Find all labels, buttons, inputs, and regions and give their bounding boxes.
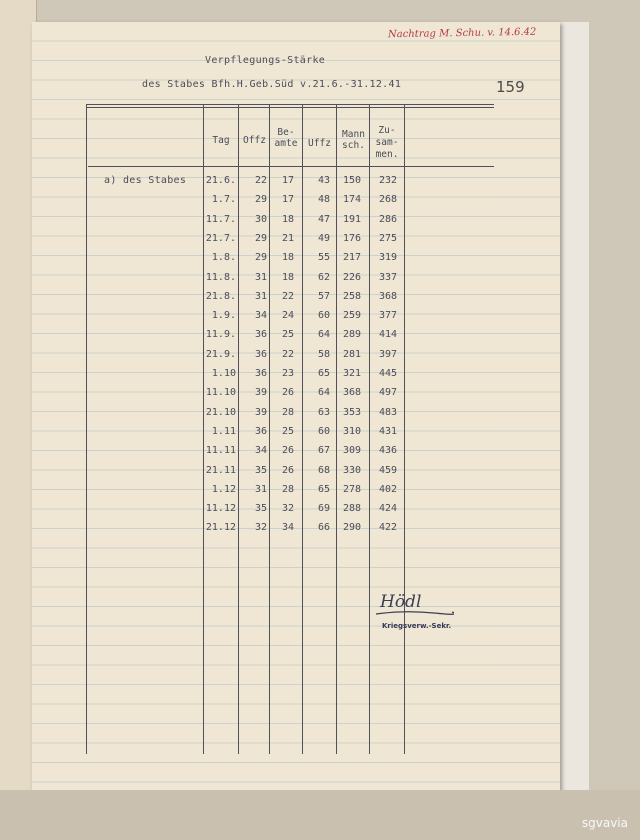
header-mannsch-1: Mann	[342, 129, 365, 140]
cell-uffz: 63	[317, 406, 330, 418]
cell-uffz: 48	[317, 194, 330, 206]
cell-mannsch: 281	[342, 348, 361, 360]
cell-uffz: 60	[317, 310, 330, 322]
cell-tag: 11.12	[205, 503, 236, 515]
cell-offz: 22	[254, 175, 267, 186]
cell-tag: 21.7.	[205, 232, 236, 244]
cell-zus: 424	[378, 503, 397, 515]
header-zusammen-3: men.	[375, 149, 399, 160]
cell-tag: 1.7.	[211, 194, 236, 206]
cell-tag: 21.12	[205, 522, 236, 534]
cell-zus: 445	[378, 368, 397, 379]
watermark: sgvavia	[581, 816, 628, 830]
cell-mannsch: 150	[342, 175, 361, 186]
cell-tag: 11.7.	[205, 213, 236, 225]
cell-mannsch: 330	[342, 464, 361, 476]
cell-uffz: 65	[317, 368, 330, 379]
column-rule	[336, 104, 337, 754]
cell-uffz: 68	[317, 464, 330, 476]
cell-beamte: 28	[281, 483, 294, 495]
cell-mannsch: 288	[342, 503, 361, 515]
cell-zus: 497	[378, 387, 397, 399]
cell-uffz: 67	[317, 445, 330, 457]
column-rule	[404, 104, 405, 754]
cell-mannsch: 226	[342, 271, 361, 283]
table-top-rule	[86, 104, 494, 105]
cell-beamte: 34	[281, 522, 294, 534]
cell-zus: 286	[378, 213, 397, 225]
cell-beamte: 32	[281, 503, 294, 515]
cell-uffz: 64	[317, 387, 330, 399]
cell-zus: 319	[378, 252, 397, 264]
header-beamte-2: amte	[274, 138, 298, 149]
cell-tag: 1.12	[211, 483, 236, 495]
header-beamte-1: Be-	[277, 127, 295, 138]
book-cover-edge	[555, 22, 589, 792]
header-tag: Tag	[212, 135, 230, 146]
cell-offz: 34	[254, 310, 267, 322]
cell-zus: 414	[378, 329, 397, 341]
cell-uffz: 60	[317, 425, 330, 437]
rank-stamp: Kriegsverw.-Sekr.	[382, 622, 452, 630]
cell-tag: 11.8.	[205, 271, 236, 283]
signature-name: Hödl	[380, 592, 422, 612]
cell-offz: 36	[254, 368, 267, 379]
cell-tag: 21.10	[205, 406, 236, 418]
section-label: a) des Stabes	[104, 175, 187, 186]
cell-mannsch: 353	[342, 406, 361, 418]
cell-offz: 30	[254, 213, 267, 225]
table-left-rule	[86, 104, 87, 754]
cell-offz: 36	[254, 425, 267, 437]
cell-uffz: 49	[317, 232, 330, 244]
cell-zus: 232	[378, 175, 397, 186]
cell-beamte: 18	[281, 252, 294, 264]
cell-mannsch: 309	[342, 445, 361, 457]
cell-tag: 1.8.	[211, 252, 236, 264]
cell-offz: 31	[254, 483, 267, 495]
cell-uffz: 47	[317, 213, 330, 225]
cell-zus: 431	[378, 425, 397, 437]
cell-zus: 397	[378, 348, 397, 360]
cell-offz: 36	[254, 348, 267, 360]
cell-zus: 377	[378, 310, 397, 322]
cell-offz: 36	[254, 329, 267, 341]
cell-uffz: 43	[317, 175, 330, 186]
column-rule	[302, 104, 303, 754]
document-subtitle: des Stabes Bfh.H.Geb.Süd v.21.6.-31.12.41	[142, 79, 402, 90]
cell-uffz: 55	[317, 252, 330, 264]
cell-beamte: 25	[281, 329, 294, 341]
cell-mannsch: 278	[342, 483, 361, 495]
book-bottom-edge	[0, 790, 640, 840]
cell-beamte: 24	[281, 310, 294, 322]
cell-offz: 32	[254, 522, 267, 534]
cell-zus: 268	[378, 194, 397, 206]
cell-beamte: 17	[281, 175, 294, 186]
cell-offz: 29	[254, 252, 267, 264]
column-rule	[203, 104, 204, 754]
cell-uffz: 62	[317, 271, 330, 283]
cell-tag: 1.9.	[211, 310, 236, 322]
document-title: Verpflegungs-Stärke	[205, 55, 326, 66]
cell-mannsch: 174	[342, 194, 361, 206]
cell-uffz: 69	[317, 503, 330, 515]
cell-mannsch: 176	[342, 232, 361, 244]
cell-mannsch: 217	[342, 252, 361, 264]
header-uffz: Uffz	[308, 138, 331, 149]
cell-mannsch: 259	[342, 310, 361, 322]
cell-offz: 39	[254, 387, 267, 399]
cell-uffz: 65	[317, 483, 330, 495]
cell-zus: 337	[378, 271, 397, 283]
header-offz: Offz	[243, 135, 266, 146]
cell-tag: 11.11	[205, 445, 236, 457]
cell-beamte: 26	[281, 387, 294, 399]
cell-beamte: 18	[281, 213, 294, 225]
cell-zus: 402	[378, 483, 397, 495]
cell-mannsch: 290	[342, 522, 361, 534]
column-rule	[369, 104, 370, 754]
column-rule	[269, 104, 270, 754]
cell-beamte: 26	[281, 445, 294, 457]
header-mannsch-2: sch.	[342, 140, 365, 151]
cell-uffz: 58	[317, 348, 330, 360]
cell-offz: 29	[254, 194, 267, 206]
cell-zus: 368	[378, 290, 397, 302]
cell-tag: 11.9.	[205, 329, 236, 341]
cell-beamte: 26	[281, 464, 294, 476]
cell-beamte: 23	[281, 368, 294, 379]
cell-mannsch: 258	[342, 290, 361, 302]
cell-beamte: 25	[281, 425, 294, 437]
cell-tag: 21.11	[205, 464, 236, 476]
handwritten-note: Nachtrag M. Schu. v. 14.6.42	[387, 26, 537, 41]
cell-beamte: 28	[281, 406, 294, 418]
cell-offz: 35	[254, 464, 267, 476]
cell-tag: 11.10	[205, 387, 236, 399]
cell-uffz: 57	[317, 290, 330, 302]
cell-offz: 39	[254, 406, 267, 418]
cell-zus: 483	[378, 406, 397, 418]
header-zusammen-1: Zu-	[378, 125, 396, 136]
cell-mannsch: 321	[342, 368, 361, 379]
cell-mannsch: 191	[342, 213, 361, 225]
cell-offz: 31	[254, 271, 267, 283]
cell-beamte: 22	[281, 290, 294, 302]
cell-zus: 459	[378, 464, 397, 476]
page-number: 159	[496, 78, 525, 96]
cell-tag: 1.10	[211, 368, 236, 379]
cell-uffz: 64	[317, 329, 330, 341]
table-header-rule	[88, 166, 494, 167]
cell-uffz: 66	[317, 522, 330, 534]
cell-mannsch: 310	[342, 425, 361, 437]
cell-tag: 1.11	[211, 425, 236, 437]
cell-tag: 21.9.	[205, 348, 236, 360]
cell-mannsch: 289	[342, 329, 361, 341]
cell-zus: 422	[378, 522, 397, 534]
cell-tag: 21.6.	[205, 175, 236, 186]
cell-offz: 35	[254, 503, 267, 515]
header-zusammen-2: sam-	[375, 137, 399, 148]
cell-zus: 275	[378, 232, 397, 244]
column-rule	[238, 104, 239, 754]
cell-offz: 34	[254, 445, 267, 457]
cell-zus: 436	[378, 445, 397, 457]
cell-offz: 29	[254, 232, 267, 244]
cell-beamte: 17	[281, 194, 294, 206]
signature-underline	[374, 606, 454, 620]
cell-tag: 21.8.	[205, 290, 236, 302]
cell-beamte: 18	[281, 271, 294, 283]
table-top-rule-double	[86, 107, 494, 108]
cell-beamte: 21	[281, 232, 294, 244]
cell-mannsch: 368	[342, 387, 361, 399]
cell-offz: 31	[254, 290, 267, 302]
cell-beamte: 22	[281, 348, 294, 360]
